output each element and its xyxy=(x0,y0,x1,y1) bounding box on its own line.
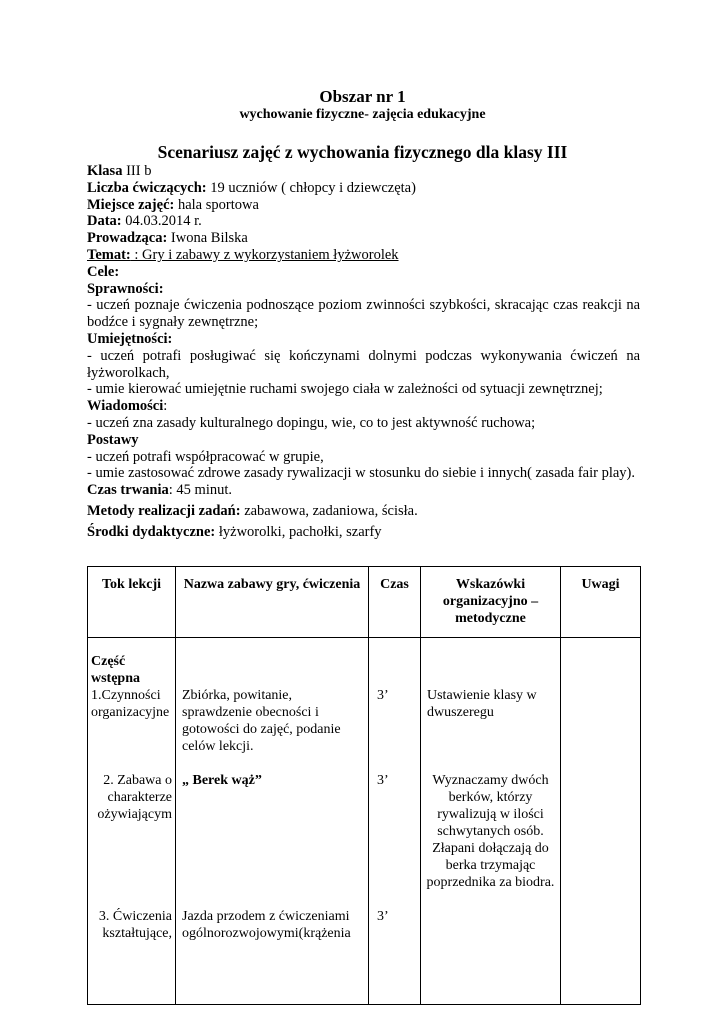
czas-cell xyxy=(369,638,421,1005)
data-label: Data: xyxy=(87,213,122,230)
header-tok: Tok lekcji xyxy=(88,567,176,638)
area-heading: Obszar nr 1 xyxy=(319,87,406,106)
lesson-info xyxy=(87,163,640,541)
srodki-value: łyżworolki, pachołki, szarfy xyxy=(215,523,382,540)
srodki-label: Środki dydaktyczne: xyxy=(87,523,216,540)
klasa-label: Klasa xyxy=(87,163,123,179)
temat-value: : Gry i zabawy z wykorzystaniem łyżworolek xyxy=(130,246,399,263)
czas-label: Czas trwania xyxy=(87,482,169,499)
wiadomosci-colon: : xyxy=(163,398,168,415)
liczba-label: Liczba ćwiczących: xyxy=(87,179,207,196)
header-nazwa: Nazwa zabawy gry, ćwiczenia xyxy=(176,567,369,638)
nazwa-item: Jazda przodem z ćwiczeniami ogólnorozwojowymi(krążenia xyxy=(182,909,351,941)
sprawnosci-label: Sprawności: xyxy=(87,280,164,297)
wskazowki-item: Ustawienie klasy w dwuszeregu xyxy=(427,688,537,720)
srodki-line xyxy=(87,524,640,541)
header-wskazowki: Wskazówki organizacyjno – metodyczne xyxy=(421,567,561,638)
miejsce-line xyxy=(87,197,640,214)
metody-line xyxy=(87,503,640,520)
wiadomosci-item: - uczeń zna zasady kulturalnego dopingu, wie, co to jest aktywność ruchowa; xyxy=(87,414,536,431)
metody-label: Metody realizacji zadań: xyxy=(87,502,241,519)
nazwa-cell xyxy=(176,638,369,1005)
data-line xyxy=(87,213,640,230)
postawy-label: Postawy xyxy=(87,431,139,448)
wiadomosci-line xyxy=(87,398,640,415)
temat-line xyxy=(87,247,640,264)
wskazowki-item: Wyznaczamy dwóch berków, którzy rywalizują w ilości schwytanych osób. Złapani dołączają do berka trzymając poprzednika za biodra. xyxy=(426,773,555,890)
miejsce-value: hala sportowa xyxy=(174,196,259,213)
prowadzaca-label: Prowadząca: xyxy=(87,230,168,247)
temat-label: Temat: xyxy=(87,246,131,263)
liczba-value: 19 uczniów ( chłopcy i dziewczęta) xyxy=(206,179,416,196)
uwagi-cell xyxy=(561,638,641,1005)
czas-line xyxy=(87,482,640,499)
tok-item: 3. Ćwiczenia kształtujące, xyxy=(98,909,172,941)
klasa-value: III b xyxy=(122,163,152,179)
umiejetnosci-item: - uczeń potrafi posługiwać się kończynami dolnymi podczas wykonywania ćwiczeń na łyżworolkach, xyxy=(87,347,640,381)
czas-item: 3’ xyxy=(377,688,389,703)
prowadzaca-line xyxy=(87,230,640,247)
czas-value: : 45 minut. xyxy=(168,482,233,499)
postawy-item: - umie zastosować zdrowe zasady rywalizacji w stosunku do siebie i innych( zasada fair play). xyxy=(87,465,635,482)
tok-cell xyxy=(88,638,176,1005)
nazwa-item: Zbiórka, powitanie, sprawdzenie obecności i gotowości do zajęć, podanie celów lekcji. xyxy=(182,688,341,754)
postawy-item: - uczeń potrafi współpracować w grupie, xyxy=(87,448,324,465)
umiejetnosci-item: - umie kierować umiejętnie ruchami swojego ciała w zależności od sytuacji zewnętrznej; xyxy=(87,381,603,398)
area-subtitle: wychowanie fizyczne- zajęcia edukacyjne xyxy=(239,107,486,122)
sprawnosci-item: - uczeń poznaje ćwiczenia podnoszące poziom zwinności szybkości, skracając czas reakcji na bodźce i sygnały zewnętrzne; xyxy=(87,297,640,331)
nazwa-item: „ Berek wąż” xyxy=(182,773,262,788)
tok-item: 2. Zabawa o charakterze ożywiającym xyxy=(97,773,172,822)
czas-item: 3’ xyxy=(377,909,389,924)
wiadomosci-label: Wiadomości xyxy=(87,398,164,415)
data-value: 04.03.2014 r. xyxy=(121,213,202,230)
cele-label: Cele: xyxy=(87,263,120,280)
liczba-line xyxy=(87,180,640,197)
section-label: Część wstępna xyxy=(91,654,141,686)
umiejetnosci-label: Umiejętności: xyxy=(87,330,173,347)
header-uwagi: Uwagi xyxy=(561,567,641,638)
lesson-table xyxy=(87,566,641,1005)
header-czas: Czas xyxy=(369,567,421,638)
klasa-line xyxy=(87,163,640,180)
miejsce-label: Miejsce zajęć: xyxy=(87,196,175,213)
table-row xyxy=(88,638,641,1005)
table-header-row xyxy=(88,567,641,638)
document-title: Scenariusz zajęć z wychowania fizycznego dla klasy III xyxy=(157,142,568,162)
prowadzaca-value: Iwona Bilska xyxy=(167,230,248,247)
tok-item: 1.Czynności organizacyjne xyxy=(91,688,170,720)
wskazowki-cell xyxy=(421,638,561,1005)
czas-item: 3’ xyxy=(377,773,389,788)
metody-value: zabawowa, zadaniowa, ścisła. xyxy=(240,502,418,519)
